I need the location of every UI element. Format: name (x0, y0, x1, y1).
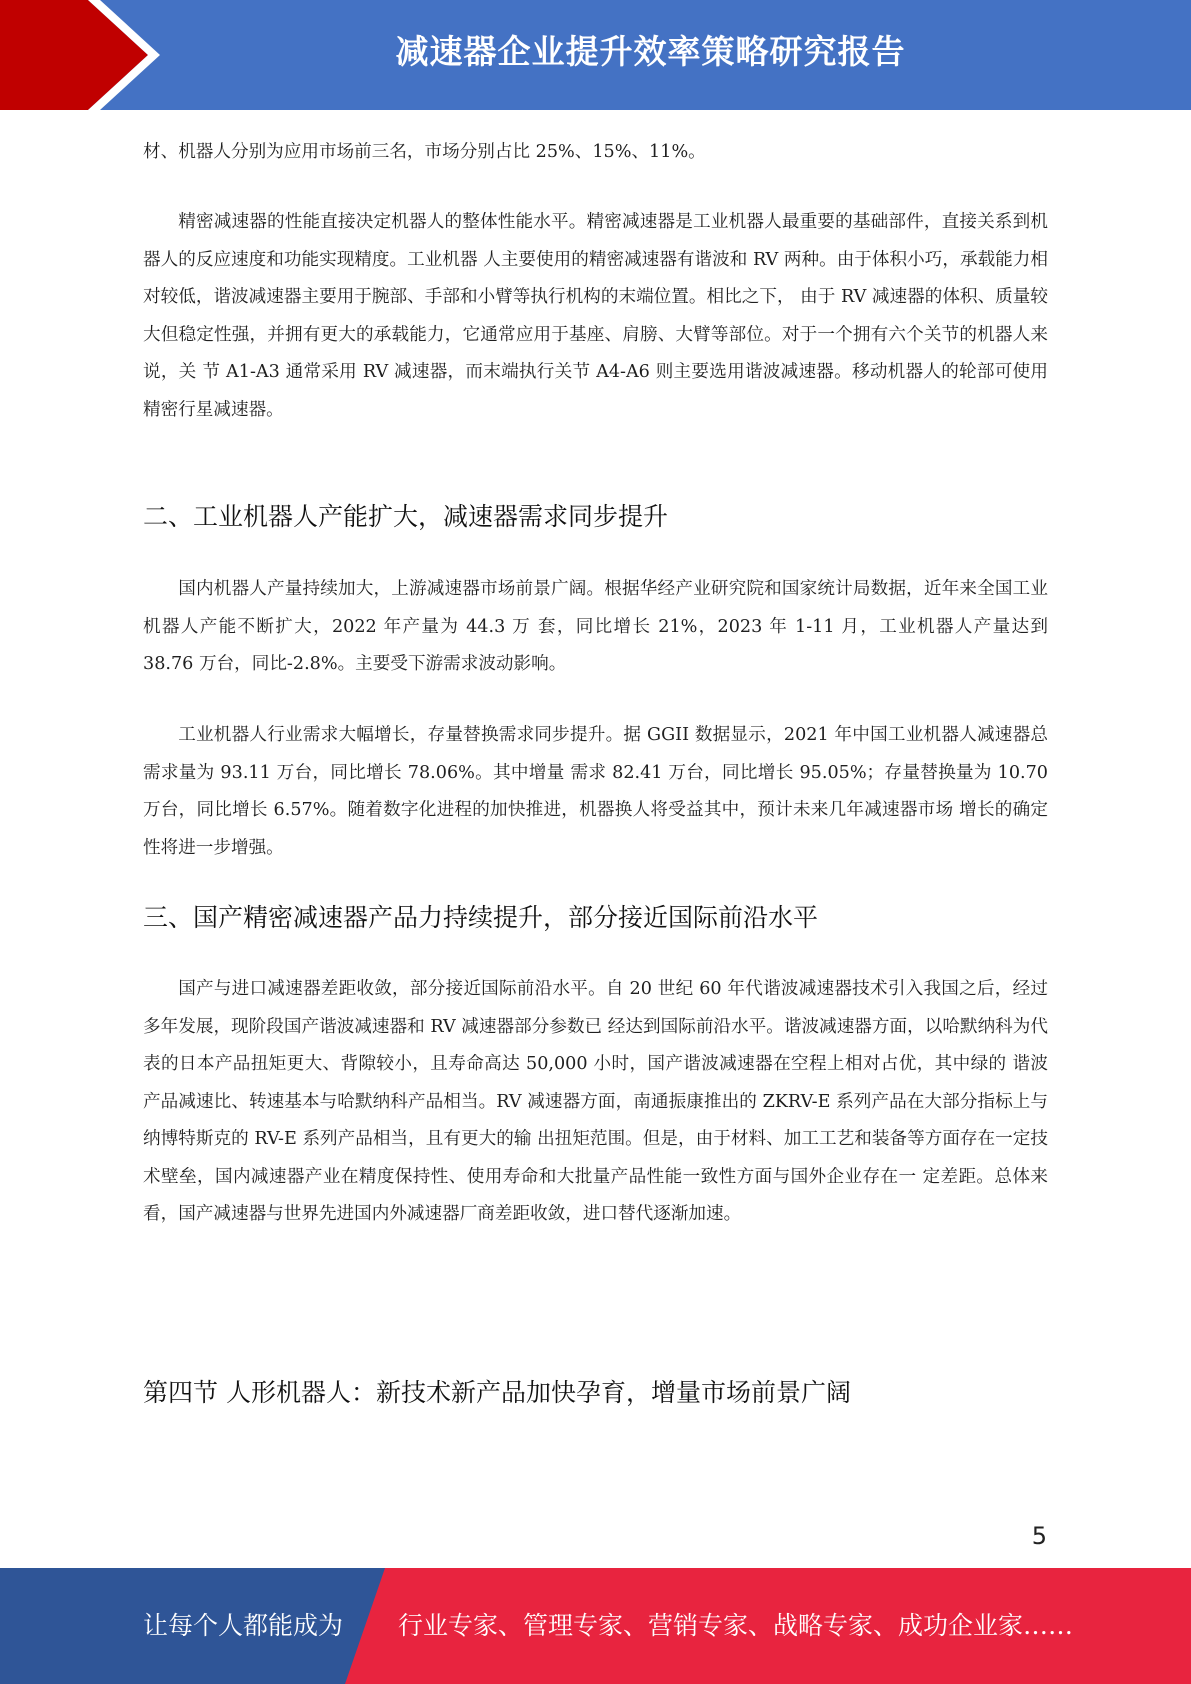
page-number: 5 (1031, 1522, 1047, 1550)
footer-slogan-left: 让每个人都能成为 (143, 1611, 344, 1640)
paragraph-continuation: 材、机器人分别为应用市场前三名，市场分别占比 25%、15%、11%。 (143, 142, 706, 162)
page-footer (0, 1568, 1191, 1684)
footer-slogan-right: 行业专家、管理专家、营销专家、战略专家、成功企业家…… (398, 1611, 1074, 1640)
page-header (0, 0, 1191, 110)
section-heading-3: 三、国产精密减速器产品力持续提升，部分接近国际前沿水平 (143, 903, 819, 932)
section-heading-4: 第四节 人形机器人：新技术新产品加快孕育，增量市场前景广阔 (143, 1378, 851, 1407)
paragraph-domestic-gap: 国产与进口减速器差距收敛，部分接近国际前沿水平。自 20 世纪 60 年代谐波减速器技术引入我国之后，经过多年发展，现阶段国产谐波减速器和 RV 减速器部分参数已 经达到国际前沿水平。谐波减速器方面，以哈默纳科为代表的日本产品扭矩更大、背隙较小，且寿命高达 50,000 小时，国产谐波减速器在空程上相对占优，其中绿的 谐波产品减速比、转速基本与哈默纳科产品相当。RV 减速器方面，南通振康推出的 ZKRV-E 系列产品在大部分指标上与纳博特斯克的 RV-E 系列产品相当，且有更大的输 出扭矩范围。但是，由于材料、加工工艺和装备等方面存在一定技术壁垒，国内减速器产业在精度保持性、使用寿命和大批量产品性能一致性方面与国外企业存在一 定差距。总体来看，国产减速器与世界先进国内外减速器厂商差距收敛，进口替代逐渐加速。 (143, 979, 1048, 1224)
paragraph-robot-output: 国内机器人产量持续加大，上游减速器市场前景广阔。根据华经产业研究院和国家统计局数据，近年来全国工业机器人产能不断扩大，2022 年产量为 44.3 万 套，同比增长 21%，2023 年 1-11 月，工业机器人产量达到 38.76 万台，同比-2.8%。主要受下游需求波动影响。 (143, 579, 1048, 674)
paragraph-robot-demand: 工业机器人行业需求大幅增长，存量替换需求同步提升。据 GGII 数据显示，2021 年中国工业机器人减速器总需求量为 93.11 万台，同比增长 78.06%。其中增量 需求 82.41 万台，同比增长 95.05%；存量替换量为 10.70 万台，同比增长 6.57%。随着数字化进程的加快推进，机器换人将受益其中，预计未来几年减速器市场 增长的确定性将进一步增强。 (143, 725, 1048, 858)
header-title: 减速器企业提升效率策略研究报告 (395, 32, 906, 71)
section-heading-2: 二、工业机器人产能扩大，减速器需求同步提升 (143, 502, 669, 531)
paragraph-precision-reducer: 精密减速器的性能直接决定机器人的整体性能水平。精密减速器是工业机器人最重要的基础部件，直接关系到机器人的反应速度和功能实现精度。工业机器 人主要使用的精密减速器有谐波和 RV 两种。由于体积小巧，承载能力相对较低，谐波减速器主要用于腕部、手部和小臂等执行机构的末端位置。相比之下， 由于 RV 减速器的体积、质量较大但稳定性强，并拥有更大的承载能力，它通常应用于基座、肩膀、大臂等部位。对于一个拥有六个关节的机器人来说，关 节 A1-A3 通常采用 RV 减速器，而末端执行关节 A4-A6 则主要选用谐波减速器。移动机器人的轮部可使用精密行星减速器。 (143, 212, 1048, 420)
